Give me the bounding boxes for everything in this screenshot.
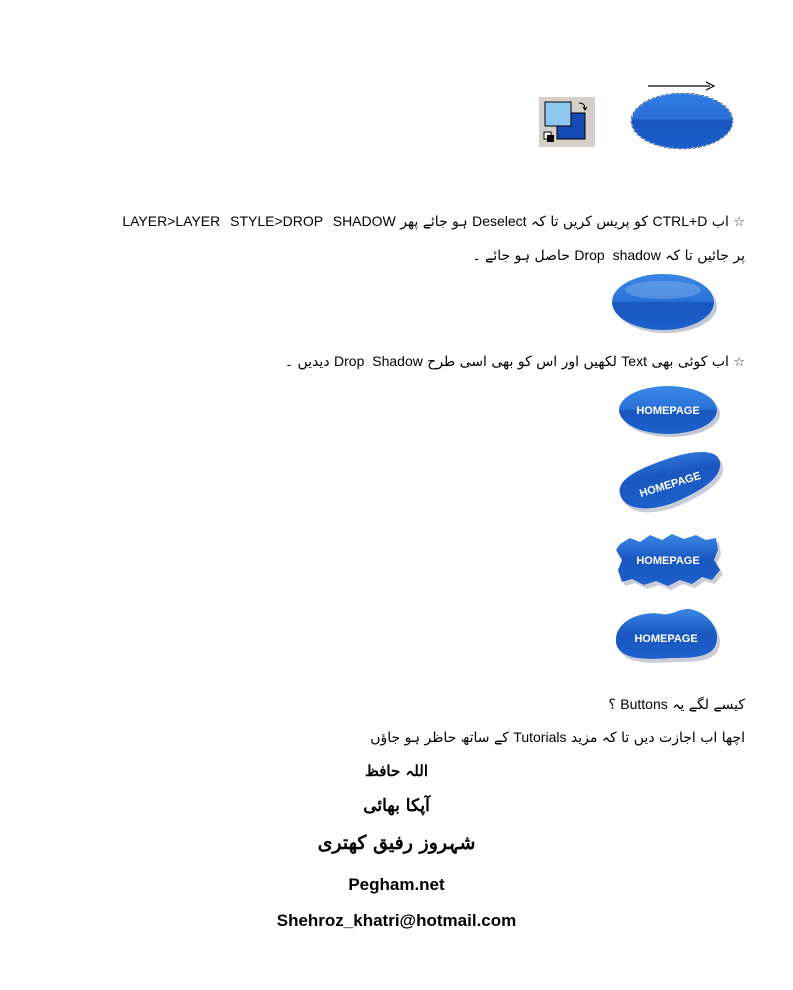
text-dedein: دیدیں ۔	[284, 354, 330, 370]
button-label: HOMEPAGE	[634, 633, 698, 645]
text-tutorials: Tutorials	[513, 729, 567, 745]
selected-ellipse	[628, 90, 736, 152]
farewell-line	[370, 727, 745, 748]
text-text-word: Text	[621, 353, 647, 369]
button-label: HOMEPAGE	[636, 555, 700, 567]
text-ab-koi: اب کوئی بھی	[651, 354, 729, 370]
homepage-button-tilted	[610, 444, 726, 516]
text-par-jayen: پر جائیں تا کہ	[665, 248, 745, 264]
star-icon: ☆	[733, 355, 745, 370]
email-address: Shehroz_khatri@hotmail.com	[276, 911, 517, 930]
drop-shadow-ellipse	[608, 270, 720, 336]
color-swatch-widget	[539, 97, 595, 147]
text-menu-path: LAYER>LAYER STYLE>DROP SHADOW	[122, 213, 396, 229]
homepage-button-blob	[610, 602, 726, 666]
button-label: HOMEPAGE	[638, 469, 703, 500]
homepage-button-jagged	[612, 530, 724, 592]
text-deselect: Deselect	[472, 213, 527, 229]
text-ab: اب	[711, 214, 729, 230]
text-hasil: حاصل ہو جائے ۔	[472, 248, 570, 264]
author-name-urdu: شہروز رفیق کھتری	[317, 832, 476, 854]
apka-bhai: آپکا بھائی	[363, 796, 430, 816]
text-hazir: کے ساتھ حاظر ہو جاؤں	[370, 730, 509, 746]
text-acha-ab: اچھا اب اجازت دیں تا کہ مزید	[570, 730, 745, 746]
arrow-icon	[646, 77, 716, 89]
text-ctrl-d: CTRL+D	[652, 213, 708, 229]
allah-hafiz: اللہ حافظ	[365, 762, 428, 780]
instruction-line-3	[285, 351, 745, 373]
question-line	[608, 694, 745, 715]
instruction-line-2	[472, 245, 745, 266]
text-ho-jaye: ہو جائے پھر	[400, 214, 468, 230]
site-name: Pegham.net	[348, 875, 445, 894]
text-question-mark: ؟	[608, 697, 616, 713]
text-drop-shadow: Drop shadow	[574, 247, 661, 263]
button-label: HOMEPAGE	[636, 405, 700, 417]
instruction-line-1	[122, 211, 745, 233]
text-buttons-word: Buttons	[620, 696, 668, 712]
text-kaise-lage: کیسے لگے یہ	[672, 697, 745, 713]
text-likhen: لکھیں اور اس کو بھی اسی طرح	[427, 354, 617, 370]
text-drop-shadow-2: Drop Shadow	[334, 353, 423, 369]
text-press: کو پریس کریں تا کہ	[531, 214, 649, 230]
star-icon: ☆	[733, 215, 745, 230]
homepage-button-oval	[614, 384, 722, 440]
